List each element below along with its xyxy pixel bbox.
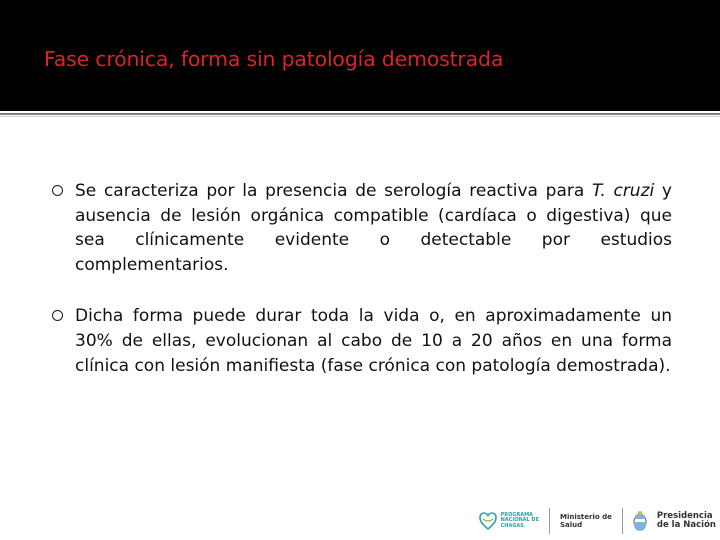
title-divider-thin: [0, 116, 720, 117]
bullet-1-italic-term: T. cruzi: [592, 181, 655, 201]
heart-logo-icon: [479, 511, 497, 531]
bullet-item-2: [52, 304, 672, 378]
bullet-list: [52, 179, 672, 378]
ministerio-line-2: Salud: [560, 521, 583, 529]
ministerio-salud-logo: [560, 513, 612, 529]
logo-divider: [549, 508, 550, 534]
footer-logos: [479, 504, 716, 538]
presidencia-line-1: Presidencia: [656, 511, 713, 521]
chagas-logo-line-2: NACIONAL DE: [500, 517, 539, 524]
hollow-circle-bullet-icon: [52, 185, 63, 196]
bullet-1-text-start: Se caracteriza por la presencia de serología reactiva para: [75, 181, 592, 201]
logo-divider: [622, 508, 623, 534]
presidencia-line-2: de la Nación: [656, 520, 716, 530]
ministerio-line-1: Ministerio de: [560, 513, 612, 521]
slide-title: Fase crónica, forma sin patología demostrada: [44, 47, 504, 71]
coat-of-arms-icon: [633, 510, 647, 532]
bullet-1-text-end: y ausencia de lesión orgánica compatible (cardíaca o digestiva) que sea clínicamente evidente o detectable por estudios complementarios.: [75, 181, 672, 275]
chagas-logo-line-1: PROGRAMA: [500, 511, 534, 518]
chagas-program-logo: [479, 511, 539, 531]
hollow-circle-bullet-icon: [52, 310, 63, 321]
bullet-item-1: [52, 179, 672, 277]
title-band: [0, 0, 720, 111]
title-divider: [0, 113, 720, 115]
bullet-2-text: Dicha forma puede durar toda la vida o, en aproximadamente un 30% de ellas, evolucionan al cabo de 10 a 20 años en una forma clínica con lesión manifiesta (fase crónica con patología demostrada).: [75, 306, 672, 376]
presidencia-logo: [657, 512, 716, 530]
chagas-logo-line-3: CHAGAS: [500, 522, 524, 529]
